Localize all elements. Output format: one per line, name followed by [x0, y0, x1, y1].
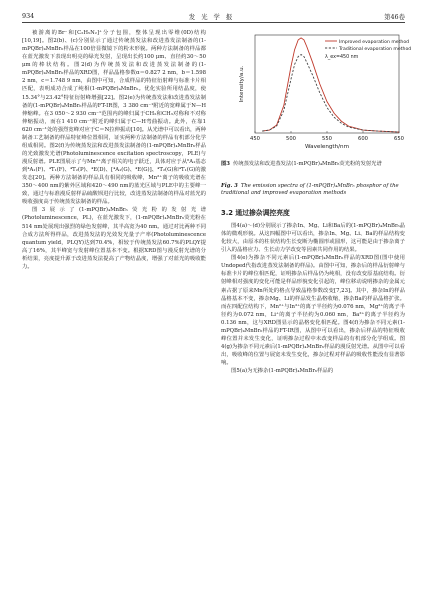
- caption-cn: [221, 161, 405, 168]
- x-tick-label: 600: [358, 136, 368, 142]
- volume-number: 第46卷: [384, 13, 405, 21]
- page-number: 934: [22, 12, 35, 20]
- y-axis-label: Intensity/a.u.: [239, 65, 245, 103]
- caption-cn-text: 传统蒸发法和改进蒸发法(1-mPQBr)₄MnBr₆荧光粉的发射光谱: [232, 161, 382, 167]
- caption-cn-number: 图3: [221, 161, 230, 167]
- caption-en-text: The emission spectra of (1-mPQBr)₄MnBr₆ phosphor of the traditional and improved evaporation methods: [221, 183, 399, 197]
- section-title: 3.2 通过掺杂调控亮度: [221, 209, 290, 217]
- caption-en: [221, 183, 405, 197]
- header-rule: [22, 22, 405, 23]
- emission-spectrum-chart: [237, 29, 412, 157]
- paragraph-doping-continued: 图5(a)为无掺杂(1-mPQBr)₄MnBr₆样品的: [231, 368, 334, 375]
- x-tick-label: 550: [322, 136, 332, 142]
- x-axis-label: Wavelength/nm: [304, 144, 350, 150]
- journal-name: 发光学报: [188, 13, 239, 21]
- legend-label-1: Improved evaporation method: [339, 39, 410, 45]
- x-tick-label: 450: [250, 136, 260, 142]
- paragraph-emission-spectrum: 图3展示了(1-mPQBr)₄MnBr₆荧光粉的发射光谱(Photoluminescence，PL)，在蓝光激发下，(1-mPQBr)₄MnBr₆荧光粉在514 nm处展现出强烈的绿色发射峰，其半高宽为40 nm。通过对比两种不同合成方法所得样品，改进蒸发法的光效发光量子产率(Photoluminescence quantum yield，PLQY)达到70.4%，相较于传统蒸发法60.7%的PLQY提高了16%，其半峰宽与发射峰位置基本不变。根据XRD图与漫反射光谱的分析结果，亮度提升源于改进蒸发法提高了产物结晶度，增强了对蓝光的吸收能力。: [22, 207, 206, 270]
- left-column: [22, 29, 206, 271]
- caption-en-number: Fig. 3: [221, 183, 238, 189]
- series-line-2: [262, 55, 399, 132]
- x-tick-label: 500: [286, 136, 296, 142]
- paragraph-results-structure: 被游离的Br⁻和[C₂H₅N₂]⁺分子包围，整体呈现出零维(0D)结构[10,19]。图2(b)、(c)分别显示了通过传统蒸发法和改进蒸发法制备的(1-mPQBr)₄MnBr₆样品在100倍显微镜下的粉末形貌。两种方法制备的样品都在蓝光激发下表现出明亮的绿光发射，呈现出长约100 μm、直径约30～50 μm的棒状结构。图2(d)为传统蒸发法和改进蒸发法制备的(1-mPQBr)₄MnBr₆样品的XRD图，样品晶格参数α＝0.827 2 nm，b＝1.598 2 nm，c＝1.748 9 nm，由图中可知，合成样品的特征衍射峰与标准卡片相匹配，表明成功合成了纯相(1-mPQBr)₄MnBr₆。优化实验所用结晶度，使15.34°与23.42°特征衍射峰增强[22]。图2(e)为传统蒸发法和改进蒸发法制备的(1-mPQBr)₄MnBr₆样品的FT-IR图，3 380 cm⁻¹附近的宽峰属于N—H伸缩峰。在3 050～2 930 cm⁻¹范围内的峰归属于CH₂和CH₃对称和不对称伸缩振动，而在1 410 cm⁻¹附近的峰归属于C—H弯曲振动。此外，在靠1 620 cm⁻¹处的强烈宽峰对应于C＝N拉伸振动[10]。从光谱中可以看出，两种制备工艺制备的样品特征峰位置相同，证实两种方法制备的样品有机部分化学组成相同。图2(f)为传统蒸发法和改进蒸发法制备的(1-mPQBr)₄MnBr₆样品的光致激发光谱(Photoluminescence excitation spectroscopy，PLE)与漫反射谱。PLE图展示了与Mn²⁺离子相关的电子跃迁，具体对应于从⁶A₁基态到⁴A₁(F)、⁴T₁(F)、⁴T₂(P)、⁴E(D)、[⁴A₁(G)、⁴E(G)]、⁴T₂(G)和⁴T₁(G)的激发态[20]。两种方法制备的样品具有相同的吸收峰，Mn²⁺离子的吸收光谱在350～400 nm的紫外区域和420～490 nm的蓝光区域与PLE中的主要峰一致，通过与标准漫反射样品硫酸钡进行比较，改进蒸发法制备的样品对蓝光的吸收强度高于传统蒸发法制备的样品。: [22, 30, 206, 206]
- right-column-text: [221, 222, 405, 375]
- legend-label-2: Traditional evaporation method: [339, 46, 412, 52]
- excitation-annotation: λ_ex=450 nm: [325, 55, 359, 60]
- paragraph-doping-morphology: 图4(a)～(d)分别展示了掺杂In、Mg、Li和Ba后的(1-mPQBr)₄MnBr₆晶体的微观形貌。从这四幅图中可以看出，掺杂In、Mg、Li、Ba的样品结构变化较大，由原本的柱状结构生长变断为椭圆形或圆形，这可能是由于掺杂离子引入的晶格应力、生长动力学改变等因素共同作用的结果。: [221, 223, 405, 254]
- x-tick-label: 650: [394, 136, 404, 142]
- series-line-1: [262, 38, 399, 132]
- paragraph-doping-xrd: 图4(e)为掺杂不同元素后(1-mPQBr)₄MnBr₆样品的XRD图(图中使用Undoped代指改进蒸发法制备的样品)。由图中可知，掺杂后的样品衍射峰与标准卡片的峰位相匹配，证明掺杂后样品仍为纯相，没有改变原基底结构。衍射峰相对强度的变化可能是样品形貌变化引起的，峰位移动说明掺杂的金属元素占据了原来Mn所处的格点导致晶格参数改变[7,23]。其中，掺杂In的样品晶格基本不变，掺杂Mg、Li的样品发生晶格收缩，掺杂Ba的样品晶格扩张。而在四配位结构下，Mn²⁺与In³⁺的离子半径约为0.076 nm，Mg²⁺的离子半径约为0.072 nm，Li⁺的离子半径约为0.060 nm，Ba²⁺的离子半径约为0.136 nm，这与XRD图显示的晶格变化相匹配。图4(f)为掺杂不同元素(1-mPQBr)₄MnBr₆样品的FT-IR图，从图中可以看出，掺杂后样品的特征吸收峰位置并未发生变化，证明掺杂过程中未改变样品的有机部分化学组成。图4(g)为掺杂不同元素后(1-mPQBr)₄MnBr₆样品的漫反射光谱。从图中可以看出，吸收峰的位置与展宽未发生变化，掺杂过程对样品的吸收性能没有显著影响。: [221, 255, 405, 367]
